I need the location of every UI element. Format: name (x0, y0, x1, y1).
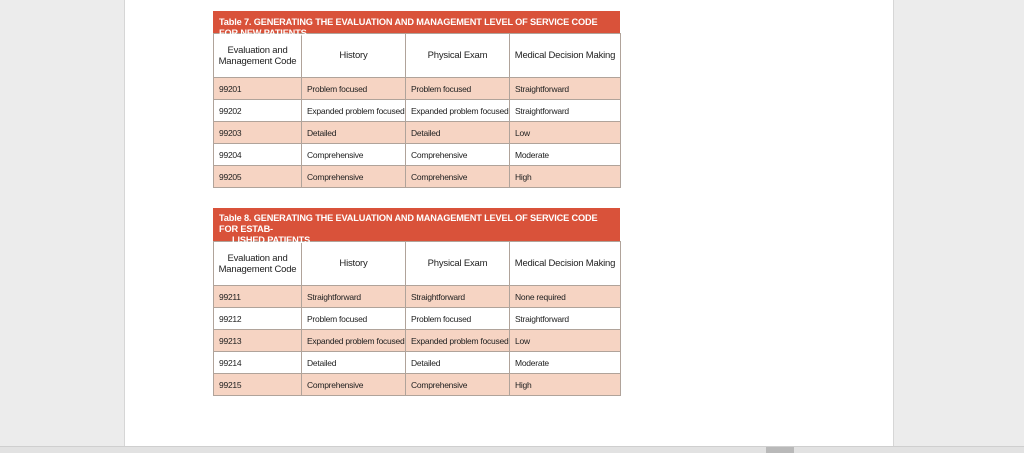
scrollbar-thumb[interactable] (766, 447, 794, 453)
table-row (214, 78, 621, 100)
column-header-code: Evaluation and Management Code (214, 34, 302, 78)
table-row (214, 374, 621, 396)
cell-history: Detailed (302, 352, 406, 374)
cell-code: 99204 (214, 144, 302, 166)
column-header-history: History (302, 34, 406, 78)
cell-decision-making: Moderate (510, 352, 621, 374)
table-row (214, 352, 621, 374)
table-row (214, 308, 621, 330)
table-8-grid (213, 241, 621, 396)
cell-physical-exam: Expanded problem focused (406, 100, 510, 122)
cell-code: 99211 (214, 286, 302, 308)
cell-code: 99215 (214, 374, 302, 396)
table-row (214, 122, 621, 144)
cell-history: Comprehensive (302, 374, 406, 396)
cell-decision-making: Straightforward (510, 308, 621, 330)
cell-history: Expanded problem focused (302, 100, 406, 122)
cell-decision-making: High (510, 166, 621, 188)
column-header-code: Evaluation and Management Code (214, 242, 302, 286)
cell-history: Comprehensive (302, 144, 406, 166)
cell-decision-making: Straightforward (510, 100, 621, 122)
column-header-physical-exam: Physical Exam (406, 242, 510, 286)
cell-history: Comprehensive (302, 166, 406, 188)
table-row (214, 144, 621, 166)
table-8 (213, 208, 620, 396)
cell-physical-exam: Comprehensive (406, 374, 510, 396)
cell-code: 99201 (214, 78, 302, 100)
cell-physical-exam: Comprehensive (406, 166, 510, 188)
cell-decision-making: Low (510, 122, 621, 144)
cell-decision-making: Low (510, 330, 621, 352)
cell-code: 99203 (214, 122, 302, 144)
column-header-decision-making: Medical Decision Making (510, 34, 621, 78)
cell-code: 99214 (214, 352, 302, 374)
table-row (214, 100, 621, 122)
cell-decision-making: None required (510, 286, 621, 308)
column-header-physical-exam: Physical Exam (406, 34, 510, 78)
table-7-grid (213, 33, 621, 188)
cell-decision-making: Moderate (510, 144, 621, 166)
table-7 (213, 11, 620, 188)
cell-history: Problem focused (302, 308, 406, 330)
cell-history: Detailed (302, 122, 406, 144)
cell-physical-exam: Detailed (406, 352, 510, 374)
cell-physical-exam: Comprehensive (406, 144, 510, 166)
cell-physical-exam: Problem focused (406, 308, 510, 330)
cell-history: Straightforward (302, 286, 406, 308)
table-7-header-row (214, 34, 621, 78)
cell-decision-making: Straightforward (510, 78, 621, 100)
table-row (214, 166, 621, 188)
table-8-title-line2: LISHED PATIENTS (232, 235, 311, 245)
table-row (214, 330, 621, 352)
column-header-history: History (302, 242, 406, 286)
cell-physical-exam: Detailed (406, 122, 510, 144)
cell-physical-exam: Straightforward (406, 286, 510, 308)
cell-physical-exam: Problem focused (406, 78, 510, 100)
table-row (214, 286, 621, 308)
cell-code: 99213 (214, 330, 302, 352)
cell-decision-making: High (510, 374, 621, 396)
cell-code: 99202 (214, 100, 302, 122)
cell-code: 99205 (214, 166, 302, 188)
table-8-header-row (214, 242, 621, 286)
cell-physical-exam: Expanded problem focused (406, 330, 510, 352)
table-7-title: Table 7. GENERATING THE EVALUATION AND MANAGEMENT LEVEL OF SERVICE CODE FOR NEW PATIENTS (213, 11, 620, 33)
column-header-decision-making: Medical Decision Making (510, 242, 621, 286)
cell-code: 99212 (214, 308, 302, 330)
cell-history: Expanded problem focused (302, 330, 406, 352)
table-8-title-line1: Table 8. GENERATING THE EVALUATION AND MANAGEMENT LEVEL OF SERVICE CODE FOR ESTAB- (219, 213, 598, 234)
table-8-title (213, 208, 620, 245)
cell-history: Problem focused (302, 78, 406, 100)
